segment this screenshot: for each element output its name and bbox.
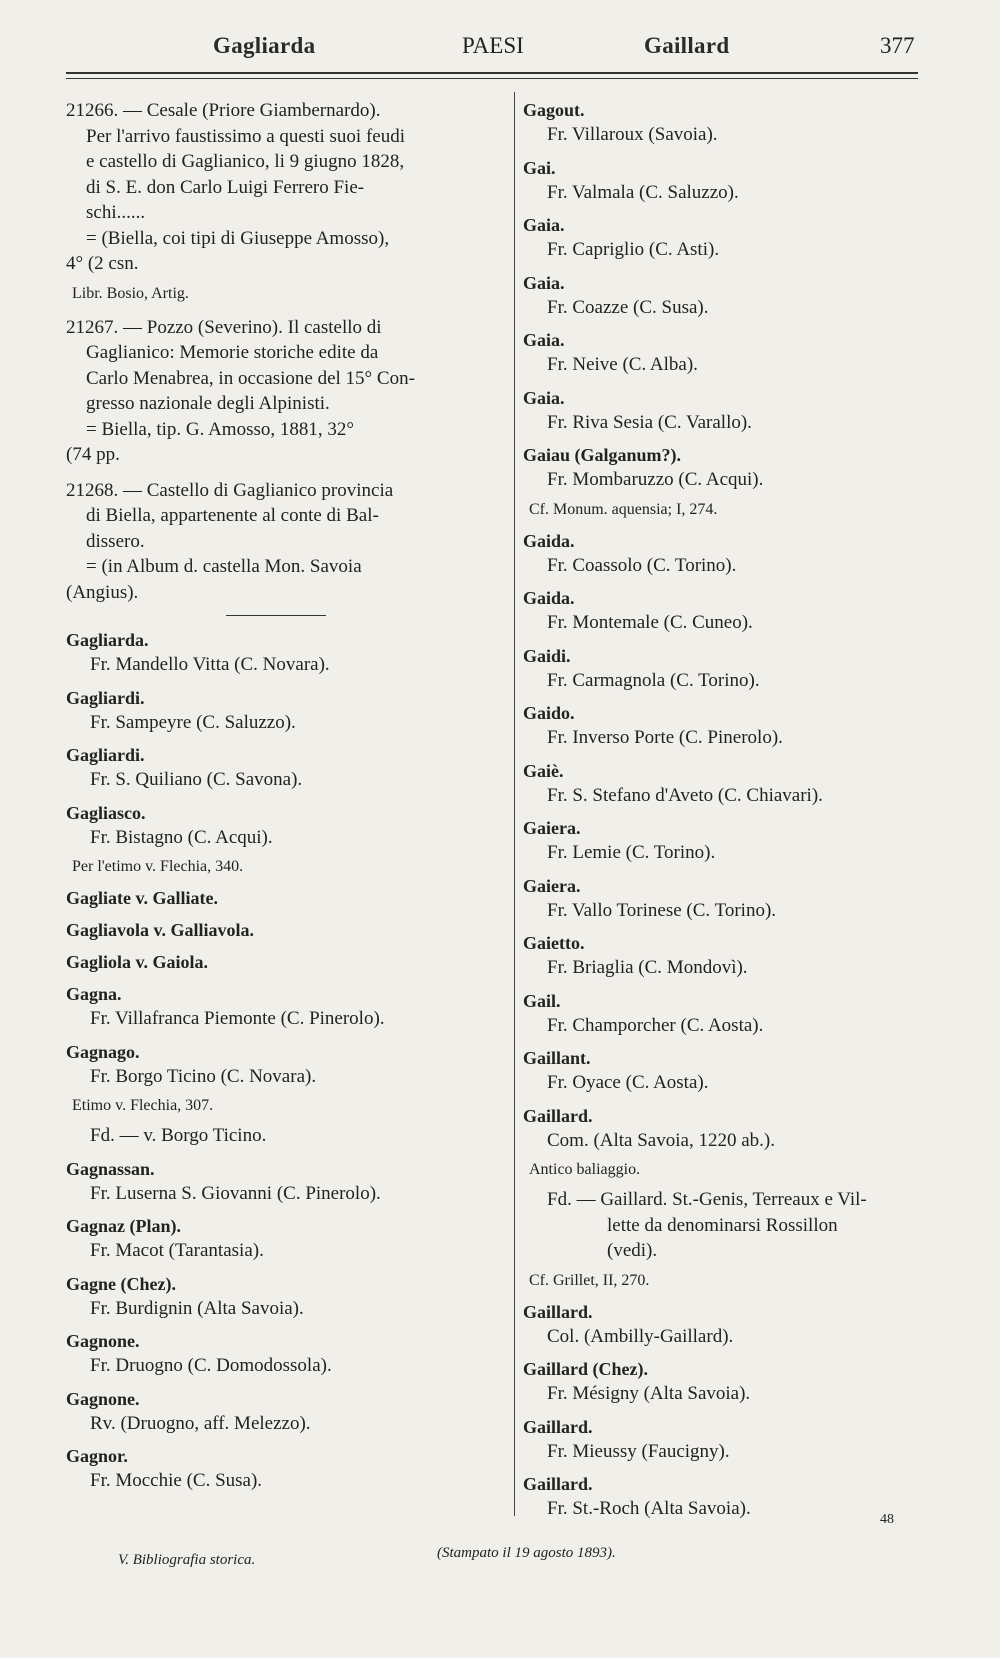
entry-line: Rv. (Druogno, aff. Melezzo). xyxy=(90,1412,311,1434)
gazetteer-entry xyxy=(66,1040,496,1149)
gazetteer-entry xyxy=(523,989,923,1039)
page-number: 377 xyxy=(880,33,915,58)
entry-line: Fr. Mocchie (C. Susa). xyxy=(90,1470,263,1491)
entry-line: lette da denominarsi Rossillon xyxy=(607,1214,838,1236)
entry-line: Fr. Coassolo (C. Torino). xyxy=(547,554,737,576)
entry-text-line: di S. E. don Carlo Luigi Ferrero Fie- xyxy=(86,176,365,198)
entry-heading: Gaida. xyxy=(523,530,575,551)
entry-heading: Gaida. xyxy=(523,588,575,608)
entry-line: Fr. Vallo Torinese (C. Torino). xyxy=(547,899,777,921)
gazetteer-entry xyxy=(523,701,923,751)
entry-line: Fr. Luserna S. Giovanni (C. Pinerolo). xyxy=(90,1182,381,1204)
gazetteer-entry xyxy=(523,213,923,263)
entry-line: Fr. Burdignin (Alta Savoia). xyxy=(90,1297,304,1319)
gazetteer-entry xyxy=(523,386,923,436)
entry-text-line: e castello di Gaglianico, li 9 giugno 1828, xyxy=(86,151,405,172)
gazetteer-entry xyxy=(66,801,496,879)
gazetteer-entry xyxy=(523,1104,923,1292)
gazetteer-entry xyxy=(66,1387,496,1437)
entry-note: Cf. Monum. aquensia; I, 274. xyxy=(529,500,718,518)
entry-heading: Gagliate v. Galliate. xyxy=(66,888,218,908)
gazetteer-entry xyxy=(66,886,496,910)
entry-text-line: 21268. — Castello di Gaglianico provincia xyxy=(66,479,394,501)
entry-heading: Gaiera. xyxy=(523,818,581,838)
gazetteer-entry xyxy=(66,1444,496,1494)
entry-line: Fr. Montemale (C. Cuneo). xyxy=(547,612,753,633)
gazetteer-entry xyxy=(523,816,923,866)
entry-text-line: di Biella, appartenente al conte di Bal- xyxy=(86,505,379,526)
entry-line: Fr. Coazze (C. Susa). xyxy=(547,296,709,318)
gazetteer-entry xyxy=(523,271,923,321)
entry-line: Fr. Mésigny (Alta Savoia). xyxy=(547,1383,751,1404)
entry-line: Fr. Mandello Vitta (C. Novara). xyxy=(90,654,330,675)
entry-heading: Gagliavola v. Galliavola. xyxy=(66,920,255,940)
entry-line: Fr. Macot (Tarantasia). xyxy=(90,1240,264,1261)
footer-left: V. Bibliografia storica. xyxy=(118,1552,256,1568)
gazetteer-entry xyxy=(66,950,496,974)
entry-line: Fr. Carmagnola (C. Torino). xyxy=(547,669,760,691)
gazetteer-entries-right xyxy=(523,98,923,1522)
gazetteer-entry xyxy=(66,628,496,678)
gazetteer-entry xyxy=(66,982,496,1032)
entry-heading: Gaillant. xyxy=(523,1048,591,1068)
left-column xyxy=(66,98,496,1502)
entry-heading: Gagnassan. xyxy=(66,1158,155,1179)
gazetteer-entries-left xyxy=(66,628,496,1494)
entry-line: Fr. S. Stefano d'Aveto (C. Chiavari). xyxy=(547,784,823,806)
running-head-center: PAESI xyxy=(462,33,524,58)
entry-heading: Gaietto. xyxy=(523,933,585,953)
entry-line: Fr. Borgo Ticino (C. Novara). xyxy=(90,1065,317,1087)
entry-heading: Gagnaz (Plan). xyxy=(66,1216,181,1236)
entry-heading: Gaiera. xyxy=(523,875,581,896)
entry-heading: Gaiè. xyxy=(523,760,564,781)
entry-heading: Gaia. xyxy=(523,330,565,350)
entry-detail-line: = Biella, tip. G. Amosso, 1881, 32° xyxy=(86,418,354,440)
entry-detail-line: 4° (2 csn. xyxy=(66,253,139,274)
entry-heading: Gail. xyxy=(523,990,561,1011)
bibliography-entry xyxy=(66,98,496,305)
gazetteer-entry xyxy=(523,1046,923,1096)
right-column xyxy=(523,98,923,1530)
entry-heading: Gai. xyxy=(523,157,556,178)
gazetteer-entry xyxy=(523,644,923,694)
gazetteer-entry xyxy=(523,931,923,981)
gazetteer-entry xyxy=(66,918,496,942)
entry-heading: Gagliardi. xyxy=(66,745,145,765)
entry-heading: Gaia. xyxy=(523,215,565,235)
entry-heading: Gagout. xyxy=(523,100,585,120)
entry-text-line: 21267. — Pozzo (Severino). Il castello di xyxy=(66,316,382,338)
entry-line: Fr. Mieussy (Faucigny). xyxy=(547,1440,730,1462)
entry-line: Col. (Ambilly-Gaillard). xyxy=(547,1325,734,1347)
entry-heading: Gagliasco. xyxy=(66,802,146,823)
entry-line: (vedi). xyxy=(607,1240,658,1261)
gazetteer-entry xyxy=(523,1357,923,1407)
gazetteer-entry xyxy=(523,759,923,809)
entry-heading: Gaido. xyxy=(523,703,575,723)
gazetteer-entry xyxy=(66,743,496,793)
footer-center: (Stampato il 19 agosto 1893). xyxy=(437,1545,616,1561)
entry-line: Fr. Sampeyre (C. Saluzzo). xyxy=(90,711,296,733)
entry-note: Etimo v. Flechia, 307. xyxy=(72,1097,214,1114)
entry-line: Fr. Villaroux (Savoia). xyxy=(547,124,718,145)
header-rule-bottom xyxy=(66,78,918,79)
entry-line: Fr. Inverso Porte (C. Pinerolo). xyxy=(547,727,783,748)
bibliography-entry xyxy=(66,478,496,606)
gazetteer-entry xyxy=(66,1272,496,1322)
entry-line: Fd. — Gaillard. St.-Genis, Terreaux e Vil- xyxy=(547,1189,867,1210)
entry-line: Fr. Neive (C. Alba). xyxy=(547,354,698,375)
entry-line: Fr. Champorcher (C. Aosta). xyxy=(547,1014,764,1036)
entry-text-line: Carlo Menabrea, in occasione del 15° Con- xyxy=(86,367,415,389)
entry-line: Com. (Alta Savoia, 1220 ab.). xyxy=(547,1129,775,1151)
entry-line: Fr. St.-Roch (Alta Savoia). xyxy=(547,1498,751,1519)
entry-heading: Gagnago. xyxy=(66,1041,140,1062)
section-divider xyxy=(226,615,326,616)
entry-heading: Gaillard. xyxy=(523,1301,593,1322)
entry-note: Antico baliaggio. xyxy=(529,1161,641,1178)
entry-line: Fr. S. Quiliano (C. Savona). xyxy=(90,769,303,790)
gazetteer-entry xyxy=(66,1157,496,1207)
gazetteer-entry xyxy=(66,1214,496,1264)
entry-note: Cf. Grillet, II, 270. xyxy=(529,1271,650,1289)
gazetteer-entry xyxy=(523,156,923,206)
entry-heading: Gaillard. xyxy=(523,1416,593,1437)
entry-heading: Gagliarda. xyxy=(66,630,149,650)
bibliography-entries xyxy=(66,98,496,605)
gazetteer-entry xyxy=(66,1329,496,1379)
entry-text-line: schi...... xyxy=(86,202,146,223)
running-head-right: Gaillard xyxy=(644,33,730,58)
entry-heading: Gaidi. xyxy=(523,645,571,666)
entry-line: Fr. Villafranca Piemonte (C. Pinerolo). xyxy=(90,1008,385,1029)
column-divider xyxy=(514,92,515,1516)
entry-note: Libr. Bosio, Artig. xyxy=(72,284,189,302)
entry-line: Fr. Lemie (C. Torino). xyxy=(547,842,716,863)
gazetteer-entry xyxy=(523,1415,923,1465)
entry-line: Fr. Oyace (C. Aosta). xyxy=(547,1072,709,1093)
entry-line: Fr. Briaglia (C. Mondovì). xyxy=(547,957,748,978)
entry-heading: Gaillard (Chez). xyxy=(523,1359,648,1379)
entry-text-line: Per l'arrivo faustissimo a questi suoi feudi xyxy=(86,125,405,147)
running-head-left: Gagliarda xyxy=(213,33,316,58)
entry-heading: Gagliola v. Gaiola. xyxy=(66,952,209,972)
gazetteer-entry xyxy=(523,328,923,378)
entry-line: Fr. Valmala (C. Saluzzo). xyxy=(547,181,739,203)
gazetteer-entry xyxy=(523,443,923,521)
gazetteer-entry xyxy=(523,1300,923,1350)
entry-line: Fr. Bistagno (C. Acqui). xyxy=(90,826,273,848)
entry-text-line: gresso nazionale degli Alpinisti. xyxy=(86,393,330,414)
entry-heading: Gagne (Chez). xyxy=(66,1273,176,1294)
gazetteer-entry xyxy=(523,529,923,579)
entry-detail-line: = (Biella, coi tipi di Giuseppe Amosso), xyxy=(86,227,390,249)
gazetteer-entry xyxy=(523,1472,923,1522)
entry-text-line: 21266. — Cesale (Priore Giambernardo). xyxy=(66,100,381,121)
entry-heading: Gagliardi. xyxy=(66,687,145,708)
entry-text-line: dissero. xyxy=(86,530,145,552)
entry-heading: Gaia. xyxy=(523,272,565,293)
entry-text-line: Gaglianico: Memorie storiche edite da xyxy=(86,342,379,363)
entry-detail-line: = (in Album d. castella Mon. Savoia xyxy=(86,556,362,577)
entry-heading: Gaillard. xyxy=(523,1474,593,1494)
entry-heading: Gaiau (Galganum?). xyxy=(523,445,682,465)
entry-line: Fr. Riva Sesia (C. Varallo). xyxy=(547,411,752,433)
entry-heading: Gagnone. xyxy=(66,1388,140,1409)
entry-detail-line: (Angius). xyxy=(66,581,139,603)
entry-note: Per l'etimo v. Flechia, 340. xyxy=(72,858,244,875)
entry-line: Fr. Capriglio (C. Asti). xyxy=(547,239,720,260)
gazetteer-entry xyxy=(523,586,923,636)
entry-detail-line: (74 pp. xyxy=(66,444,120,465)
bibliography-entry xyxy=(66,315,496,468)
gazetteer-entry xyxy=(523,874,923,924)
entry-heading: Gagnone. xyxy=(66,1331,140,1351)
signature-mark: 48 xyxy=(880,1512,894,1527)
header-rule-top xyxy=(66,72,918,74)
entry-heading: Gaia. xyxy=(523,387,565,408)
entry-heading: Gagnor. xyxy=(66,1446,128,1466)
entry-line: Fr. Mombaruzzo (C. Acqui). xyxy=(547,469,764,490)
entry-line: Fr. Druogno (C. Domodossola). xyxy=(90,1355,332,1376)
gazetteer-entry xyxy=(523,98,923,148)
gazetteer-entry xyxy=(66,686,496,736)
entry-heading: Gagna. xyxy=(66,984,122,1004)
entry-heading: Gaillard. xyxy=(523,1105,593,1126)
entry-line: Fd. — v. Borgo Ticino. xyxy=(90,1125,267,1146)
